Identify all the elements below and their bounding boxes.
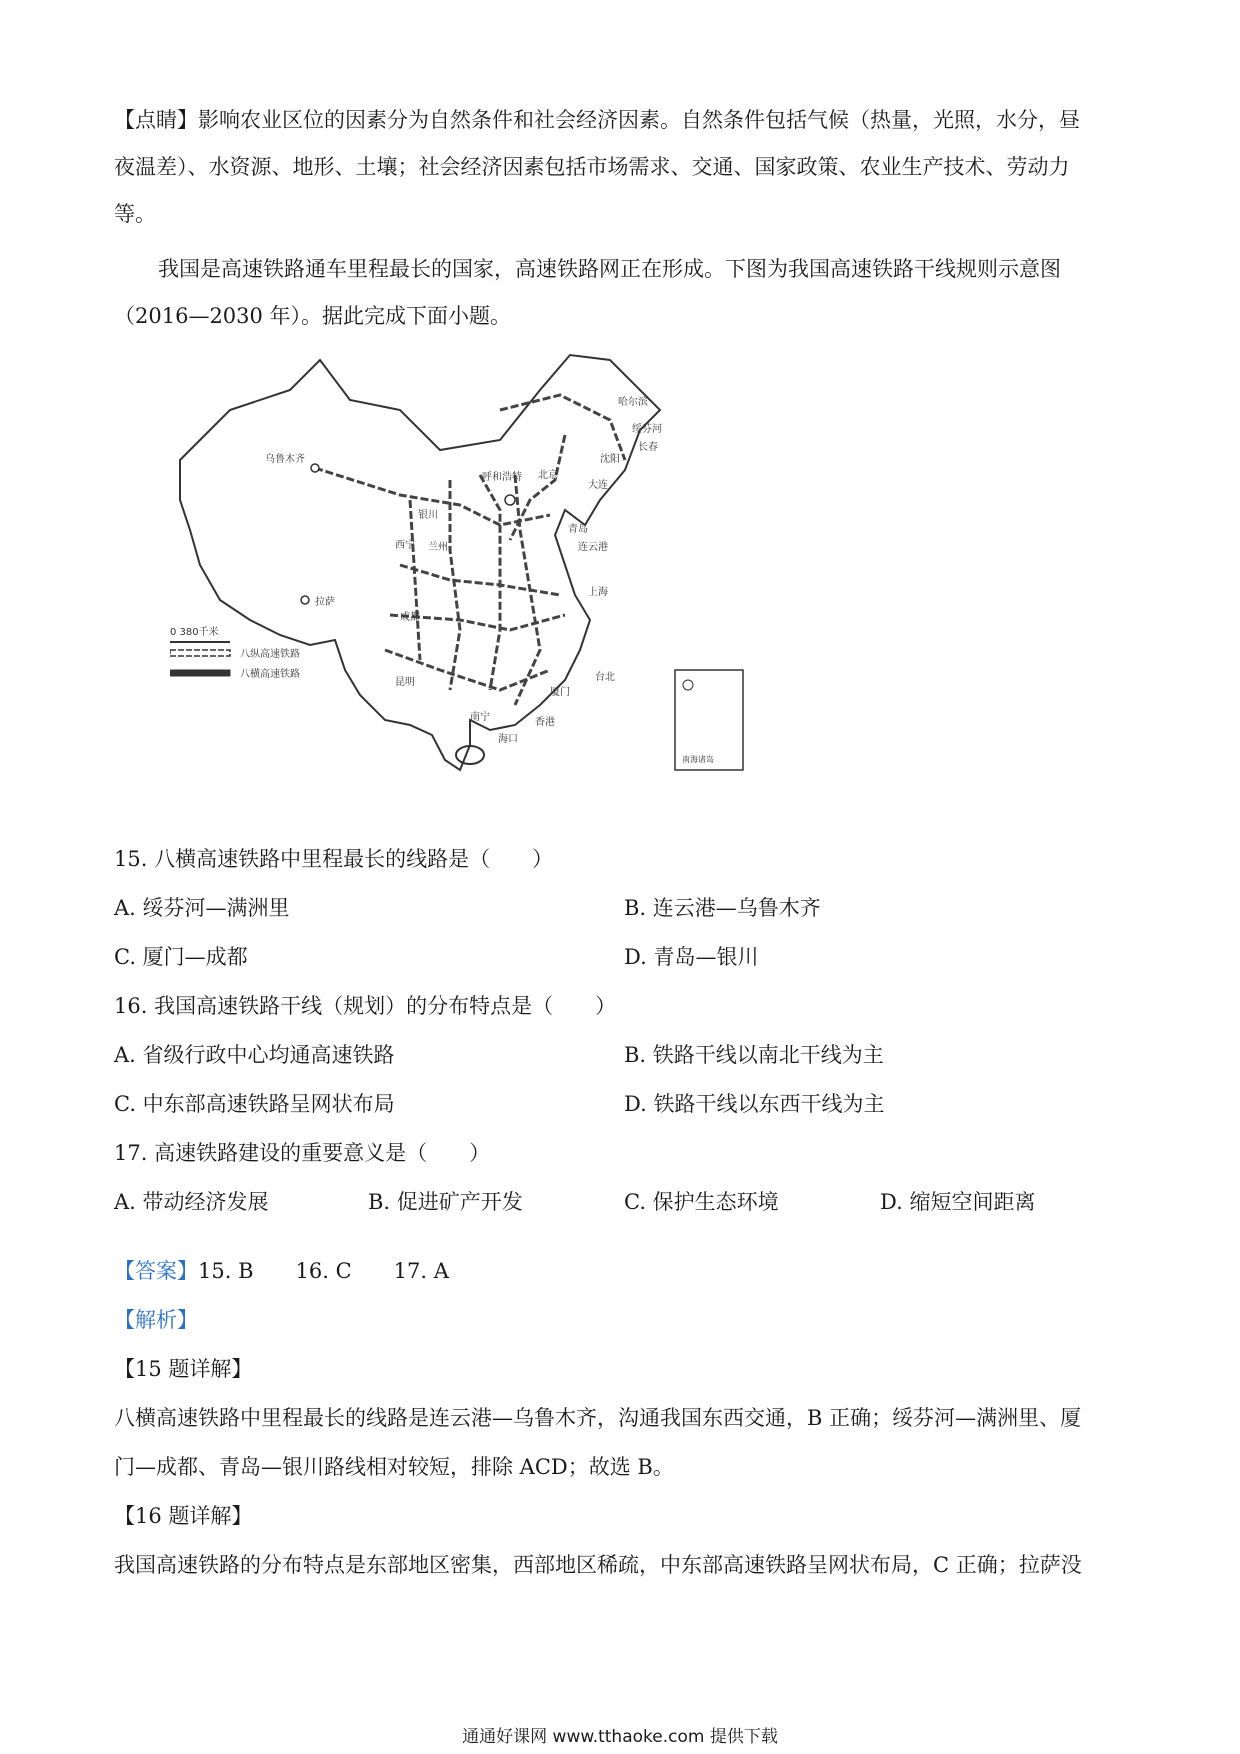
city-label-dalian: 大连 bbox=[588, 480, 608, 491]
q15-detail-line-1: 八横高速铁路中里程最长的线路是连云港—乌鲁木齐，沟通我国东西交通，B 正确；绥芬河—满洲里、厦 bbox=[114, 1406, 1082, 1430]
q15-option-b: B. 连云港—乌鲁木齐 bbox=[624, 896, 821, 920]
q17-option-b: B. 促进矿产开发 bbox=[368, 1190, 523, 1214]
q16-detail-title: 【16 题详解】 bbox=[114, 1504, 253, 1528]
city-label-kunming: 昆明 bbox=[395, 677, 415, 688]
q16-detail-line-1: 我国高速铁路的分布特点是东部地区密集，西部地区稀疏，中东部高速铁路呈网状布局，C 正确；拉萨没 bbox=[114, 1553, 1082, 1577]
city-label-xiamen: 厦门 bbox=[550, 687, 570, 698]
answer-line bbox=[114, 1256, 449, 1286]
q15-detail-title: 【15 题详解】 bbox=[114, 1357, 253, 1381]
city-label-suifenhe: 绥芬河 bbox=[632, 424, 662, 435]
city-label-haikou: 海口 bbox=[498, 734, 518, 745]
city-label-shenyang: 沈阳 bbox=[600, 454, 620, 465]
city-label-beijing: 北京 bbox=[538, 470, 558, 481]
q16-stem: 16. 我国高速铁路干线（规划）的分布特点是（ ） bbox=[114, 994, 617, 1018]
dianjing-line-1 bbox=[114, 105, 1080, 135]
answer-17: 17. A bbox=[393, 1259, 449, 1283]
dianjing-line-3: 等。 bbox=[114, 202, 156, 226]
map-legend bbox=[170, 625, 300, 680]
city-label-changchun: 长春 bbox=[638, 442, 658, 453]
q16-option-a: A. 省级行政中心均通高速铁路 bbox=[114, 1043, 395, 1067]
answer-16: 16. C bbox=[295, 1259, 352, 1283]
city-label-lianyungang: 连云港 bbox=[578, 542, 608, 553]
q17-option-a: A. 带动经济发展 bbox=[114, 1190, 269, 1214]
south-china-sea-inset bbox=[675, 670, 743, 770]
hainan-island bbox=[456, 746, 484, 764]
answer-label: 【答案】 bbox=[114, 1259, 198, 1283]
dianjing-label: 【点睛】 bbox=[114, 108, 198, 132]
dianjing-text-1: 影响农业区位的因素分为自然条件和社会经济因素。自然条件包括气候（热量，光照，水分，昼 bbox=[198, 108, 1080, 132]
city-label-hongkong: 香港 bbox=[535, 717, 555, 728]
city-label-yinchuan: 银川 bbox=[418, 510, 438, 521]
q17-option-c: C. 保护生态环境 bbox=[624, 1190, 779, 1214]
page-footer: 通通好课网 www.tthaoke.com 提供下载 bbox=[462, 1727, 778, 1747]
intro-line-1: 我国是高速铁路通车里程最长的国家，高速铁路网正在形成。下图为我国高速铁路干线规则示意图 bbox=[158, 257, 1061, 281]
city-label-harbin: 哈尔滨 bbox=[618, 397, 648, 408]
city-label-lanzhou: 兰州 bbox=[428, 542, 448, 553]
q16-option-d: D. 铁路干线以东西干线为主 bbox=[624, 1092, 885, 1116]
answer-15: 15. B bbox=[198, 1259, 254, 1283]
china-railway-map bbox=[170, 350, 750, 820]
analysis-label: 【解析】 bbox=[114, 1308, 198, 1332]
city-dots bbox=[301, 464, 515, 604]
city-label-xining: 西宁 bbox=[395, 540, 415, 551]
city-label-qingdao: 青岛 bbox=[568, 524, 588, 535]
q17-option-d: D. 缩短空间距离 bbox=[880, 1190, 1036, 1214]
q15-option-a: A. 绥芬河—满洲里 bbox=[114, 896, 290, 920]
city-label-hohhot: 呼和浩特 bbox=[482, 472, 522, 483]
china-outline bbox=[180, 355, 660, 770]
legend-zong: 八纵高速铁路 bbox=[240, 649, 300, 660]
city-label-urumqi: 乌鲁木齐 bbox=[265, 454, 305, 465]
q15-stem: 15. 八横高速铁路中里程最长的线路是（ ） bbox=[114, 847, 554, 871]
city-label-lhasa: 拉萨 bbox=[315, 597, 335, 608]
city-label-taipei: 台北 bbox=[595, 672, 615, 683]
city-label-shanghai: 上海 bbox=[588, 587, 608, 598]
legend-heng: 八横高速铁路 bbox=[240, 669, 300, 680]
city-label-chengdu: 成都 bbox=[400, 612, 420, 623]
dianjing-line-2: 夜温差）、水资源、地形、土壤；社会经济因素包括市场需求、交通、国家政策、农业生产技术、劳动力 bbox=[114, 155, 1070, 179]
q15-detail-line-2: 门—成都、青岛—银川路线相对较短，排除 ACD；故选 B。 bbox=[114, 1455, 674, 1479]
city-label-nanning: 南宁 bbox=[470, 712, 490, 723]
inset-label: 南海诸岛 bbox=[682, 755, 714, 764]
map-scale: 0 380千米 bbox=[170, 627, 219, 638]
intro-line-2: （2016—2030 年）。据此完成下面小题。 bbox=[114, 304, 512, 328]
q16-option-c: C. 中东部高速铁路呈网状布局 bbox=[114, 1092, 395, 1116]
q15-option-d: D. 青岛—银川 bbox=[624, 945, 759, 969]
q17-stem: 17. 高速铁路建设的重要意义是（ ） bbox=[114, 1141, 491, 1165]
q15-option-c: C. 厦门—成都 bbox=[114, 945, 248, 969]
q16-option-b: B. 铁路干线以南北干线为主 bbox=[624, 1043, 884, 1067]
